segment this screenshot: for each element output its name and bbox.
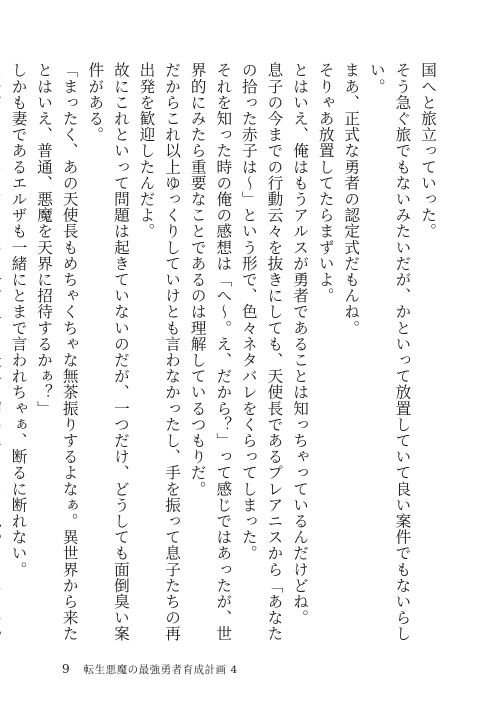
page-number: 9 xyxy=(62,662,70,676)
paragraph: 国へと旅立っていった。 xyxy=(419,62,437,240)
page-footer xyxy=(62,662,238,677)
paragraph xyxy=(0,62,5,642)
paragraph: そう急ぐ旅でもないみたいだが、かといって放置していて良い案件でもないらしい。 xyxy=(367,62,412,642)
paragraph: それを知った時の俺の感想は「へ〜。え、だから？」って感じではあったが、世界的にみたら重要なことであるのは理解しているつもりだ。 xyxy=(188,62,233,642)
paragraph: とはいえ、俺はもうアルスが勇者であることは知っちゃっているんだけどね。 xyxy=(291,62,310,626)
book-title: 転生悪魔の最強勇者育成計画 4 xyxy=(83,664,238,676)
paragraph: そりゃあ放置してたらまずいよ。 xyxy=(316,62,335,304)
paragraph: だからこれ以上ゆっくりしていけとも言わなかったし、手を振って息子たちの再出発を歓迎したんだよ。 xyxy=(137,62,182,642)
vertical-text-body xyxy=(9,62,440,642)
paragraph: 「まったく、あの天使長もめちゃくちゃな無茶振りするよなぁ。異世界から来たとはいえ、普通、悪魔を天界に招待するかぁ？」 xyxy=(35,62,79,642)
paragraph: しかも妻であるエルザも一緒にとまで言われちゃぁ、断るに断れない。 xyxy=(9,62,28,578)
paragraph: 息子の今までの行動云々を抜きにしても、天使長であるプレアニスから「あなたの拾った赤子は〜」という形で、色々ネタバレをくらってしまった。 xyxy=(239,62,284,642)
paragraph: まあ、正式な勇者の認定式だもんね。 xyxy=(342,62,361,336)
paragraph: 故にこれといって問題は起きていないのだが、一つだけ、どうしても面倒臭い案件がある。 xyxy=(86,62,130,642)
